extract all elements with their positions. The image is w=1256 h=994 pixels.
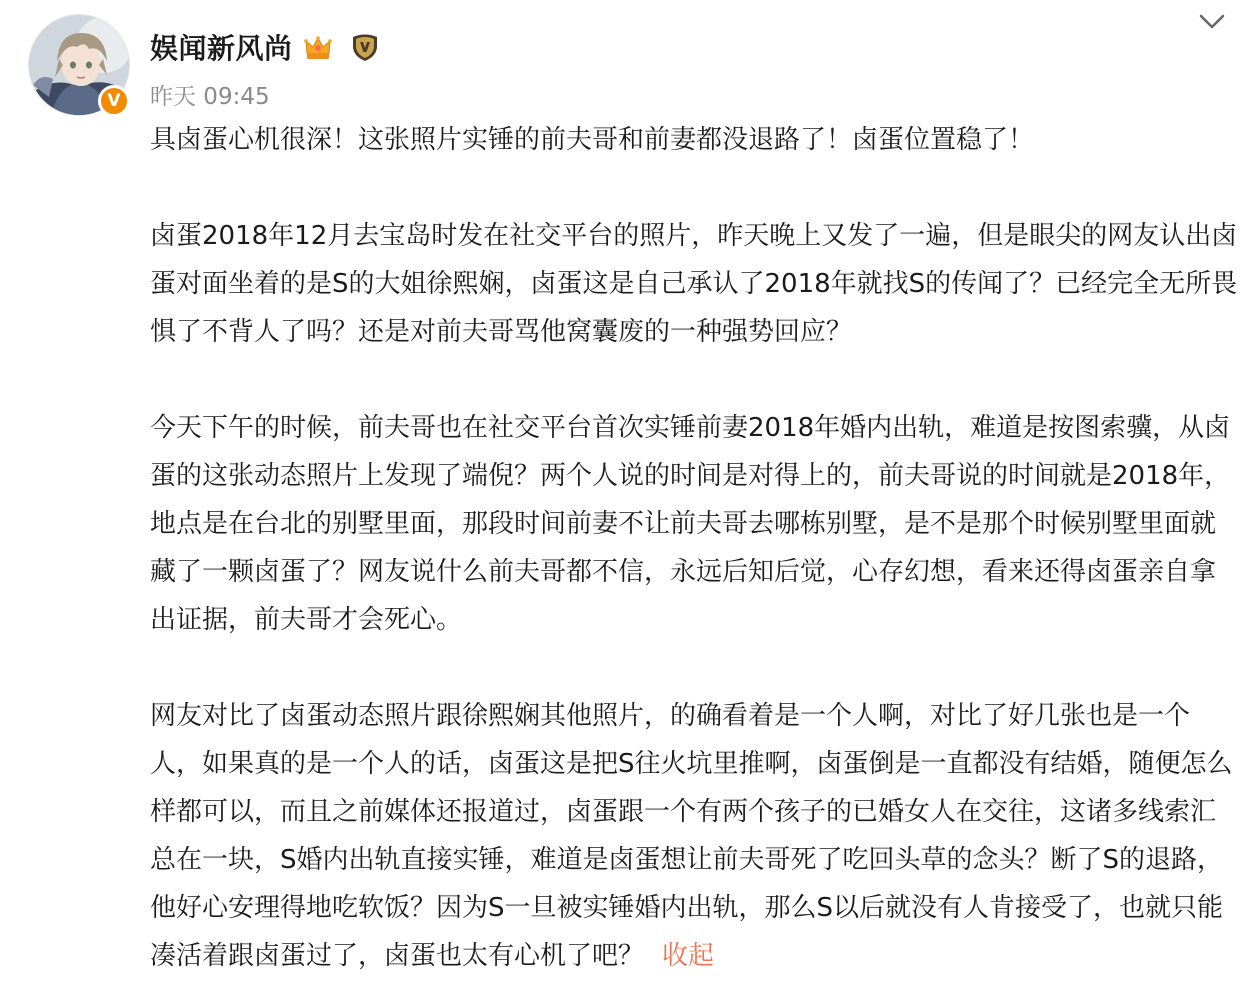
post-paragraph: 卤蛋2018年12月去宝岛时发在社交平台的照片，昨天晚上又发了一遍，但是眼尖的网友认出卤蛋对面坐着的是S的大姐徐熙娴，卤蛋这是自己承认了2018年就找S的传闻了？已经完全无所畏惧了不背人了吗？还是对前夫哥骂他窝囊废的一种强势回应？ [150, 221, 1238, 347]
chevron-down-icon [1196, 8, 1228, 34]
verified-badge: V [98, 85, 130, 117]
avatar-container[interactable] [28, 14, 130, 116]
post-paragraph-last [150, 692, 1240, 980]
post-body [150, 116, 1240, 980]
post-paragraph: 今天下午的时候，前夫哥也在社交平台首次实锤前妻2018年婚内出轨，难道是按图索骥，从卤蛋的这张动态照片上发现了端倪？两个人说的时间是对得上的，前夫哥说的时间就是2018年，地点是在台北的别墅里面，那段时间前妻不让前夫哥去哪栋别墅，是不是那个时候别墅里面就藏了一颗卤蛋了？网友说什么前夫哥都不信，永远后知后觉，心存幻想，看来还得卤蛋亲自拿出证据，前夫哥才会死心。 [150, 413, 1231, 635]
user-row [150, 26, 379, 68]
collapse-link[interactable]: 收起 [662, 941, 715, 971]
post-paragraph: 具卤蛋心机很深！这张照片实锤的前夫哥和前妻都没退路了！卤蛋位置稳了！ [150, 125, 1035, 155]
shield-icon[interactable] [351, 32, 379, 62]
more-options-button[interactable] [1196, 8, 1228, 34]
post-timestamp: 昨天 09:45 [150, 84, 270, 110]
post-paragraph-text: 网友对比了卤蛋动态照片跟徐熙娴其他照片，的确看着是一个人啊，对比了好几张也是一个人，如果真的是一个人的话，卤蛋这是把S往火坑里推啊，卤蛋倒是一直都没有结婚，随便怎么样都可以，而且之前媒体还报道过，卤蛋跟一个有两个孩子的已婚女人在交往，这诸多线索汇总在一块，S婚内出轨直接实锤，难道是卤蛋想让前夫哥死了吃回头草的念头？断了S的退路，他好心安理得地吃软饭？因为S一旦被实锤婚内出轨，那么S以后就没有人肯接受了，也就只能凑活着跟卤蛋过了，卤蛋也太有心机了吧？ [150, 701, 1233, 971]
crown-icon[interactable] [303, 32, 333, 62]
username[interactable]: 娱闻新风尚 [150, 32, 293, 65]
